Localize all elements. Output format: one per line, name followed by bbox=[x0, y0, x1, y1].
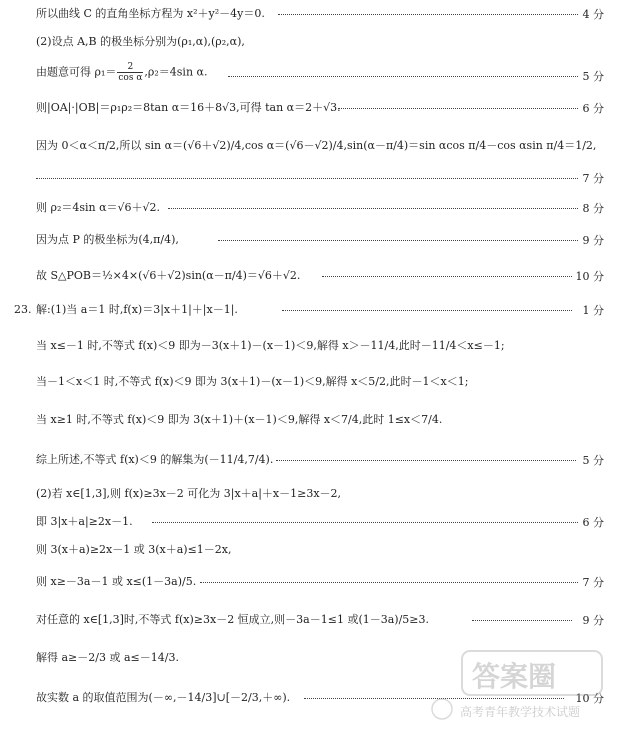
leader-dots bbox=[278, 14, 578, 15]
solution-line bbox=[0, 168, 620, 192]
line-text bbox=[36, 62, 207, 83]
solution-line bbox=[0, 98, 620, 122]
leader-dots bbox=[338, 108, 578, 109]
line-text: (2)若 x∈[1,3],则 f(x)≥3x－2 可化为 3|x＋a|＋x－1≥3x－2, bbox=[36, 487, 342, 500]
score-label: 7 分 bbox=[582, 172, 604, 185]
line-text: 则|OA|·|OB|＝ρ₁ρ₂＝8tan α＝16＋8√3,可得 tan α＝2＋√3. bbox=[36, 101, 341, 114]
line-text: 解:(1)当 a＝1 时,f(x)＝3|x＋1|＋|x－1|. bbox=[36, 303, 238, 316]
score-label: 6 分 bbox=[582, 516, 604, 529]
solution-line bbox=[0, 610, 620, 634]
solution-line bbox=[0, 62, 620, 86]
line-text: 所以曲线 C 的直角坐标方程为 x²＋y²－4y＝0. bbox=[36, 7, 265, 20]
watermark-text: 答案圈 bbox=[472, 660, 557, 693]
line-text: 则 3(x＋a)≥2x－1 或 3(x＋a)≤1－2x, bbox=[36, 543, 232, 556]
watermark-subtext: 高考青年教学技术试题 bbox=[460, 705, 581, 719]
solution-line bbox=[0, 450, 620, 474]
leader-dots bbox=[276, 460, 576, 461]
line-text: 则 ρ₂＝4sin α＝√6＋√2. bbox=[36, 201, 161, 214]
line-text: 则 x≥－3a－1 或 x≤(1－3a)/5. bbox=[36, 575, 197, 588]
score-label: 5 分 bbox=[582, 70, 604, 83]
score-label: 4 分 bbox=[582, 8, 604, 21]
question-number: 23. bbox=[14, 303, 32, 316]
line-text: 当 x≤－1 时,不等式 f(x)＜9 即为－3(x＋1)－(x－1)＜9,解得 x＞－11/4,此时－11/4＜x≤－1; bbox=[36, 339, 505, 352]
solution-line bbox=[0, 484, 620, 508]
leader-dots bbox=[168, 208, 578, 209]
score-label: 8 分 bbox=[582, 202, 604, 215]
leader-dots bbox=[200, 582, 578, 583]
solution-line bbox=[0, 230, 620, 254]
line-text: 当－1＜x＜1 时,不等式 f(x)＜9 即为 3(x＋1)－(x－1)＜9,解得 x＜5/2,此时－1＜x＜1; bbox=[36, 375, 469, 388]
leader-dots bbox=[228, 76, 578, 77]
line-text: 因为 0＜α＜π/2,所以 sin α＝(√6＋√2)/4,cos α＝(√6－√2)/4,sin(α－π/4)＝sin αcos π/4－cos αsin π/4＝1/2, bbox=[36, 139, 597, 152]
solution-line bbox=[0, 372, 620, 396]
fraction-denominator: cos α bbox=[118, 73, 143, 83]
line-text: 即 3|x＋a|≥2x－1. bbox=[36, 515, 133, 528]
score-label: 9 分 bbox=[582, 614, 604, 627]
solution-line bbox=[0, 300, 620, 324]
fraction-numerator: 2 bbox=[117, 62, 143, 73]
leader-dots bbox=[218, 240, 578, 241]
score-label: 10 分 bbox=[575, 692, 604, 705]
solution-line bbox=[0, 198, 620, 222]
solution-line bbox=[0, 410, 620, 434]
leader-dots bbox=[36, 178, 578, 179]
line-text: 故实数 a 的取值范围为(－∞,－14/3]∪[－2/3,＋∞). bbox=[36, 691, 291, 704]
leader-dots bbox=[472, 620, 572, 621]
score-label: 7 分 bbox=[582, 576, 604, 589]
solution-line bbox=[0, 4, 620, 28]
score-label: 1 分 bbox=[582, 304, 604, 317]
line-text-post: ,ρ₂＝4sin α. bbox=[144, 65, 208, 79]
line-text-pre: 由题意可得 ρ₁＝ bbox=[36, 65, 117, 79]
solution-line bbox=[0, 540, 620, 564]
score-label: 9 分 bbox=[582, 234, 604, 247]
solution-line bbox=[0, 512, 620, 536]
line-text: 综上所述,不等式 f(x)＜9 的解集为(－11/4,7/4). bbox=[36, 453, 274, 466]
line-text: 故 S△POB＝½×4×(√6＋√2)sin(α－π/4)＝√6＋√2. bbox=[36, 269, 301, 282]
solution-line bbox=[0, 136, 620, 160]
line-text: 解得 a≥－2/3 或 a≤－14/3. bbox=[36, 651, 179, 664]
leader-dots bbox=[282, 310, 572, 311]
line-text: 因为点 P 的极坐标为(4,π/4), bbox=[36, 233, 179, 246]
score-label: 6 分 bbox=[582, 102, 604, 115]
line-text: (2)设点 A,B 的极坐标分别为(ρ₁,α),(ρ₂,α), bbox=[36, 35, 245, 48]
watermark-logo bbox=[422, 647, 612, 727]
solution-line bbox=[0, 572, 620, 596]
leader-dots bbox=[322, 276, 572, 277]
solution-line bbox=[0, 32, 620, 56]
solution-line bbox=[0, 266, 620, 290]
line-text: 对任意的 x∈[1,3]时,不等式 f(x)≥3x－2 恒成立,则－3a－1≤1 或(1－3a)/5≥3. bbox=[36, 613, 430, 626]
fraction bbox=[117, 62, 143, 83]
wechat-icon bbox=[432, 699, 452, 719]
leader-dots bbox=[152, 522, 578, 523]
solution-line bbox=[0, 336, 620, 360]
score-label: 10 分 bbox=[575, 270, 604, 283]
line-text: 当 x≥1 时,不等式 f(x)＜9 即为 3(x＋1)＋(x－1)＜9,解得 x＜7/4,此时 1≤x＜7/4. bbox=[36, 413, 443, 426]
score-label: 5 分 bbox=[582, 454, 604, 467]
